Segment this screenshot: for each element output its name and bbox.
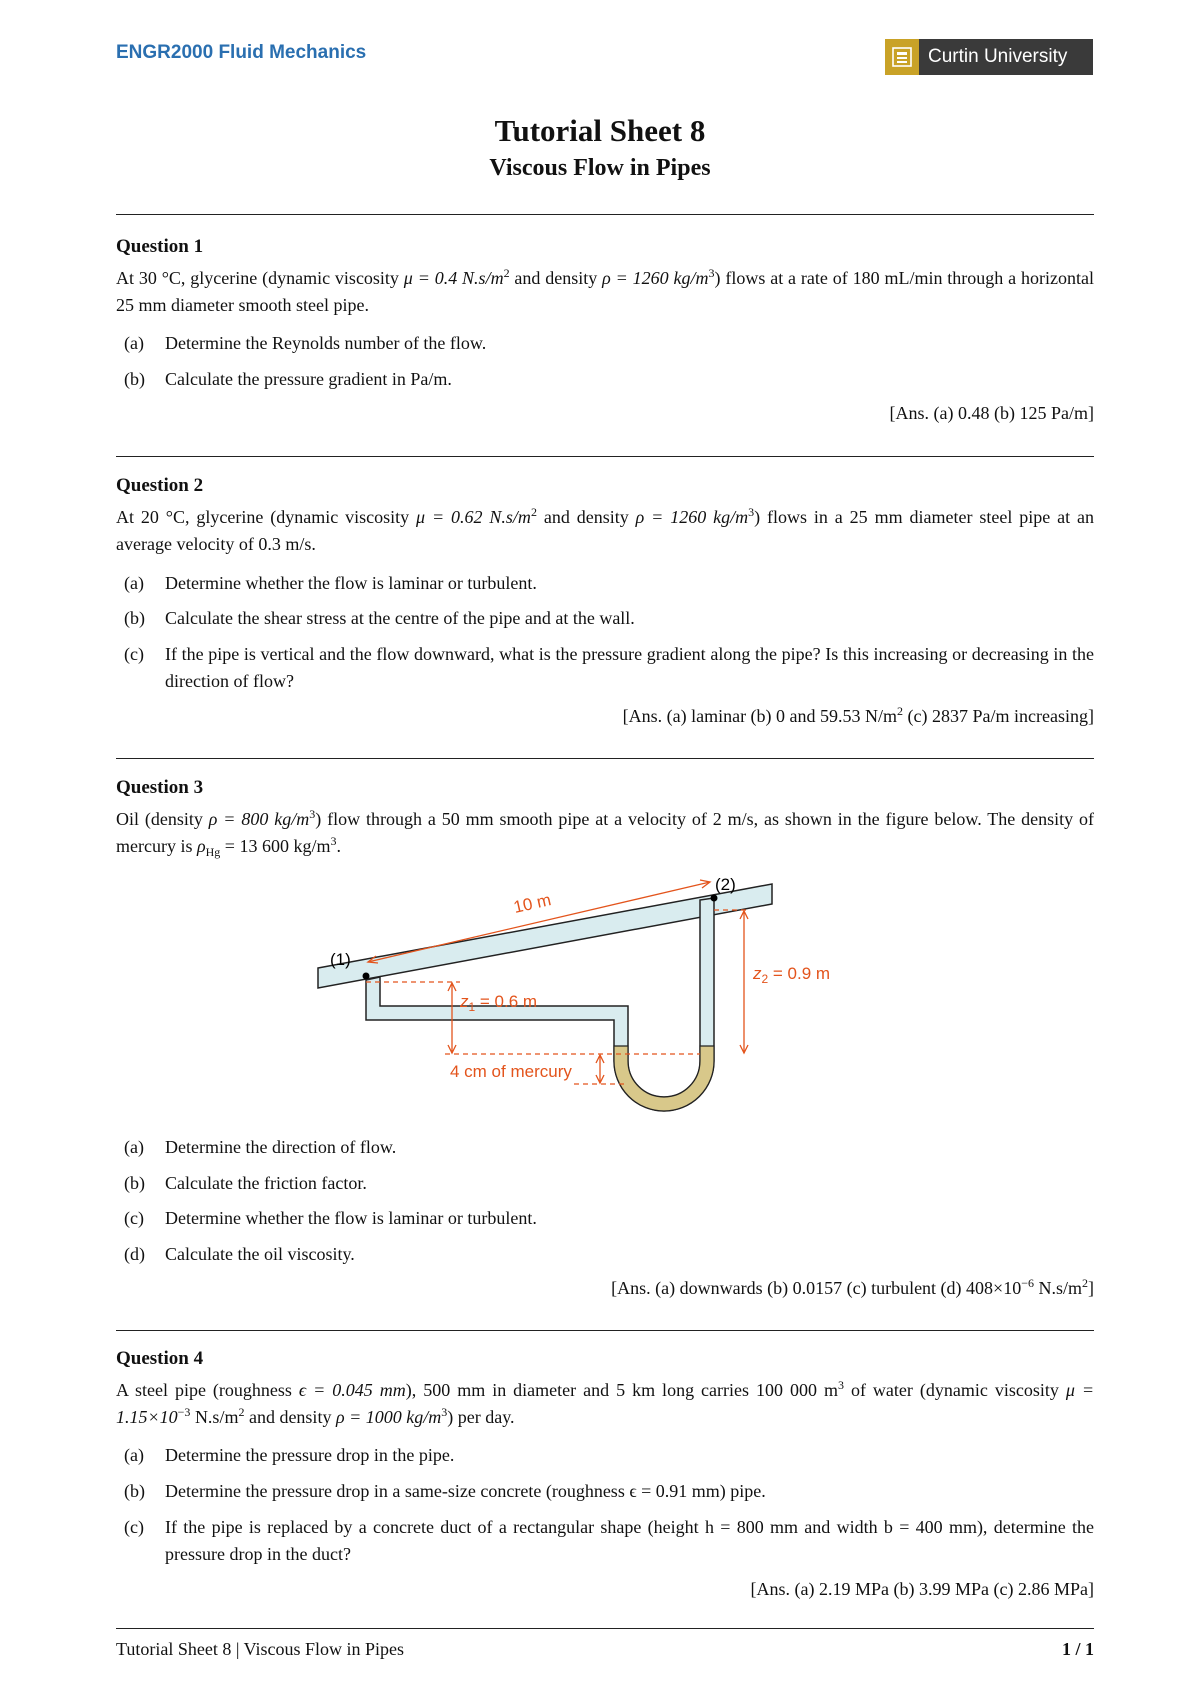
curtin-crest-icon [885, 39, 919, 75]
question-4-heading: Question 4 [116, 1348, 204, 1369]
z1-label: $z_1 = 0.6$ m [460, 992, 538, 1014]
question-1-text: At 30 °C, glycerine (dynamic viscosity μ = 0.4 $N.s/m^2$ and density ρ = 1260 $kg/m^3$) flows at a rate of 180 mL/min through a horizontal 25 mm diameter smooth steel pipe. [116, 266, 1094, 315]
question-2-text: At 20 °C, glycerine (dynamic viscosity μ = 0.62 $N.s/m^2$ and density ρ = 1260 $kg/m^3$) flows in a 25 mm diameter steel pipe at an average velocity of 0.3 m/s. [116, 505, 1094, 554]
question-4-answer: [Ans. (a) 2.19 MPa (b) 3.99 MPa (c) 2.86 MPa] [750, 1579, 1094, 1599]
question-1-heading: Question 1 [116, 236, 204, 257]
z2-label: $z_2 = 0.9$ m [753, 964, 831, 986]
point-2-marker [711, 895, 718, 902]
footer-divider [116, 1628, 1094, 1629]
point-2-label: (2) [715, 875, 736, 894]
point-1-label: (1) [330, 950, 351, 969]
question-3-answer: [Ans. (a) downwards (b) 0.0157 (c) turbulent (d) $408\times 10^{-6}$ $N.s/m^2$] [611, 1276, 1094, 1298]
page-number: 1 / 1 [1061, 1639, 1094, 1659]
footer-title: Tutorial Sheet 8 | Viscous Flow in Pipes [116, 1639, 405, 1659]
question-2-answer: [Ans. (a) laminar (b) 0 and 59.53 $N/m^2$ (c) 2837 Pa/m increasing] [622, 704, 1094, 726]
question-2-heading: Question 2 [116, 475, 204, 496]
divider [116, 758, 1094, 759]
page-title: Tutorial Sheet 8 [494, 113, 706, 148]
question-3-heading: Question 3 [116, 777, 204, 798]
question-4-text: A steel pipe (roughness ϵ = 0.045 mm), 500 mm in diameter and 5 km long carries 100 000 $m^3$ of water (dynamic viscosity $\mu = 1.15\times 10^{-3}$ $N.s/m^2$ and density ρ = 1000 $kg/m^3$) per day. [116, 1378, 1094, 1427]
point-1-marker [363, 973, 370, 980]
mercury-label: 4 cm of mercury [450, 1062, 572, 1081]
question-1-answer: [Ans. (a) 0.48 (b) 125 Pa/m] [889, 403, 1094, 423]
page-subtitle: Viscous Flow in Pipes [489, 155, 711, 181]
question-3-text: Oil (density ρ = 800 $kg/m^3$) flow through a 50 mm smooth pipe at a velocity of 2 m/s, as shown in the figure below. The density of mercury is $\rho_{Hg} = 13$ 600 $kg/m^3$. [116, 807, 1095, 859]
mercury-column [614, 1046, 714, 1111]
length-label: 10 m [511, 890, 553, 917]
divider [116, 456, 1094, 457]
course-title: ENGR2000 Fluid Mechanics [116, 42, 367, 63]
manometer-figure [310, 870, 890, 1115]
logo-text: Curtin University [919, 39, 1093, 75]
divider [116, 214, 1094, 215]
curtin-logo [885, 39, 1093, 75]
divider [116, 1330, 1094, 1331]
